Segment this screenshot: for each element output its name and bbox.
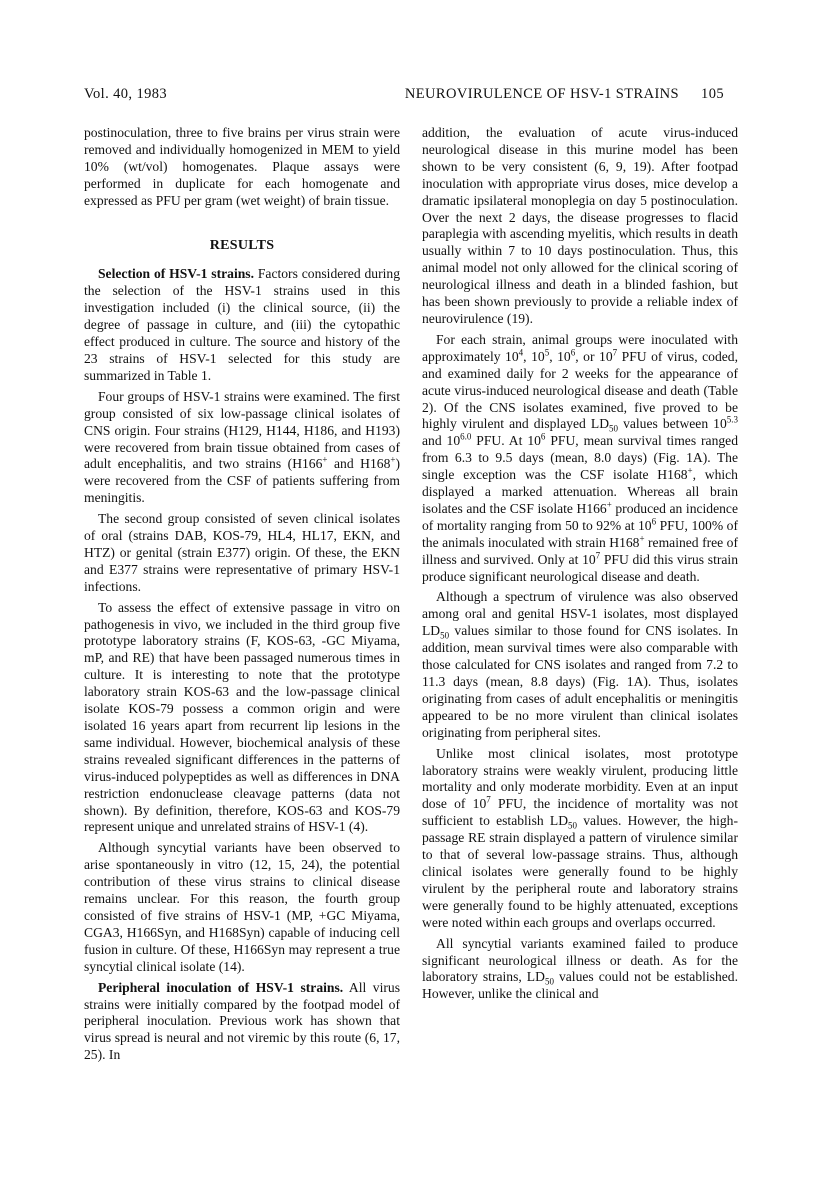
paragraph-groups: Four groups of HSV-1 strains were examined. The first group consisted of six low-passage clinical isolates of CNS origin. Four strains (H129, H144, H186, and H193) were recovered from brain tissue obtained from cases of adult encephalitis, and two strains (H166+ and H168+) were recovered from the CSF of patients suffering from meningitis.	[84, 388, 400, 506]
running-title: NEUROVIRULENCE OF HSV-1 STRAINS	[404, 86, 680, 102]
page-number: 105	[701, 86, 724, 102]
paragraph-syncytial: Although syncytial variants have been observed to arise spontaneously in vitro (12, 15, 24), the potential contribution of these virus strains to clinical disease remains unclear. For this reason, the fourth group consisted of five strains of HSV-1 (MP, +GC Miyama, CGA3, H166Syn, and H168Syn) capable of inducing cell fusion in culture. Of these, H166Syn may represent a true syncytial clinical isolate (14).	[84, 840, 400, 974]
paragraph-footpad-model: addition, the evaluation of acute virus-induced neurological disease in this murine model has been shown to be very consistent (6, 9, 19). After footpad inoculation with appropriate virus doses, mice develop a dramatic ipsilateral monoplegia on day 5 postinoculation. Over the next 2 days, the disease progresses to flacid paraplegia with ascending myelitis, which results in death usually within 7 to 10 days postinoculation. Thus, this animal model not only allowed for the clinical scoring of neurological illness and death in a blinded fashion, but has been shown previously to provide a reliable index of neurovirulence (19).	[422, 125, 738, 326]
paragraph-cns-isolates: For each strain, animal groups were inoculated with approximately $10^4$, $10^5$, $10^6$, or $10^7$ PFU of virus, coded, and examined daily for 2 weeks for the appearance of acute virus-induced neurological disease and death (Table 2). Of the CNS isolates examined, five proved to be highly virulent and displayed $LD_{50}$ values between $10^{5.3}$ and $10^{6.0}$ PFU. At $10^6$ PFU, mean survival times ranged from 6.3 to 9.5 days (mean, 8.0 days) (Fig. 1A). The single exception was the CSF isolate H168+, which displayed a marked attenuation. Whereas all brain isolates and the CSF isolate H166+ produced an incidence of mortality ranging from 50 to 92% at $10^6$ PFU, 100% of the animals inoculated with strain H168+ remained free of illness and survived. Only at $10^7$ PFU did this virus strain produce significant neurological disease and death.	[422, 331, 739, 584]
paragraph-laboratory-strains: Unlike most clinical isolates, most prototype laboratory strains were weakly virulent, producing little mortality and only moderate morbidity. Even at an input dose of $10^7$ PFU, the incidence of mortality was not sufficient to establish $LD_{50}$ values. However, the high-passage RE strain displayed a pattern of virulence similar to that of several low-passage strains. Thus, although clinical isolates were generally found to be highly virulent by the peripheral route and laboratory strains were generally found to be highly attenuated, exceptions were noted within each groups and overlaps occurred.	[422, 745, 738, 930]
paragraph-third-group: To assess the effect of extensive passage in vitro on pathogenesis in vivo, we included in the third group five prototype laboratory strains (F, KOS-63, -GC Miyama, mP, and RE) that have been passaged numerous times in culture. It is interesting to note that the prototype laboratory strain KOS-63 and the low-passage clinical isolate KOS-79 possess a common origin and were isolated 16 years apart from recurrent lip lesions in the same individual. However, biochemical analysis of these strains revealed significant differences in the patterns of virus-induced polypeptides as well as differences in DNA restriction endonuclease cleavage patterns (data not shown). By definition, therefore, KOS-63 and KOS-79 represent unique and unrelated strains of HSV-1 (4).	[84, 599, 400, 835]
paragraph-syncytial-variants: All syncytial variants examined failed to produce significant neurological illness or death. As for the laboratory strains, $LD_{50}$ values could not be established. However, unlike the clinical and	[422, 935, 738, 1002]
section-title: RESULTS	[209, 237, 275, 253]
paragraph-second-group: The second group consisted of seven clinical isolates of oral (strains DAB, KOS-79, HL4, HL17, EKN, and HTZ) or genital (strain E377) origin. Of these, the EKN and E377 strains were representative of primary HSV-1 infections.	[84, 511, 400, 594]
paragraph-selection	[84, 266, 400, 384]
right-column	[422, 125, 738, 1003]
paragraph-text: Factors considered during the selection of the HSV-1 strains used in this investigation included (i) the clinical source, (ii) the degree of passage in culture, and (iii) the cytopathic effect produced in culture. The source and history of the 23 strains of HSV-1 selected for this study are summarized in Table 1.	[84, 266, 400, 383]
paragraph-oral-genital: Although a spectrum of virulence was also observed among oral and genital HSV-1 isolates, most displayed $LD_{50}$ values similar to those found for CNS isolates. In addition, mean survival times were also comparable with those calculated for CNS isolates and ranged from 7.2 to 11.3 days (mean, 8.8 days) (Fig. 1A). Thus, isolates originating from cases of adult encephalitis or meningitis appeared to be no more virulent than clinical isolates originating from peripheral sites.	[422, 589, 738, 740]
journal-volume: Vol. 40, 1983	[84, 86, 168, 102]
running-header	[84, 86, 724, 106]
left-column	[84, 125, 400, 1064]
runin-heading: Selection of HSV-1 strains.	[98, 266, 254, 282]
paragraph-text: All virus strains were initially compared by the footpad model of peripheral inoculation. Previous work has shown that virus spread is neural and not viremic by this route (6, 17, 25). In	[84, 979, 400, 1063]
paragraph-peripheral	[84, 980, 400, 1065]
runin-heading: Peripheral inoculation of HSV-1 strains.	[98, 979, 344, 995]
paragraph: postinoculation, three to five brains per virus strain were removed and individually homogenized in MEM to yield 10% (wt/vol) homogenates. Plaque assays were performed in duplicate for each homogenate and expressed as PFU per gram (wet weight) of brain tissue.	[84, 125, 400, 208]
